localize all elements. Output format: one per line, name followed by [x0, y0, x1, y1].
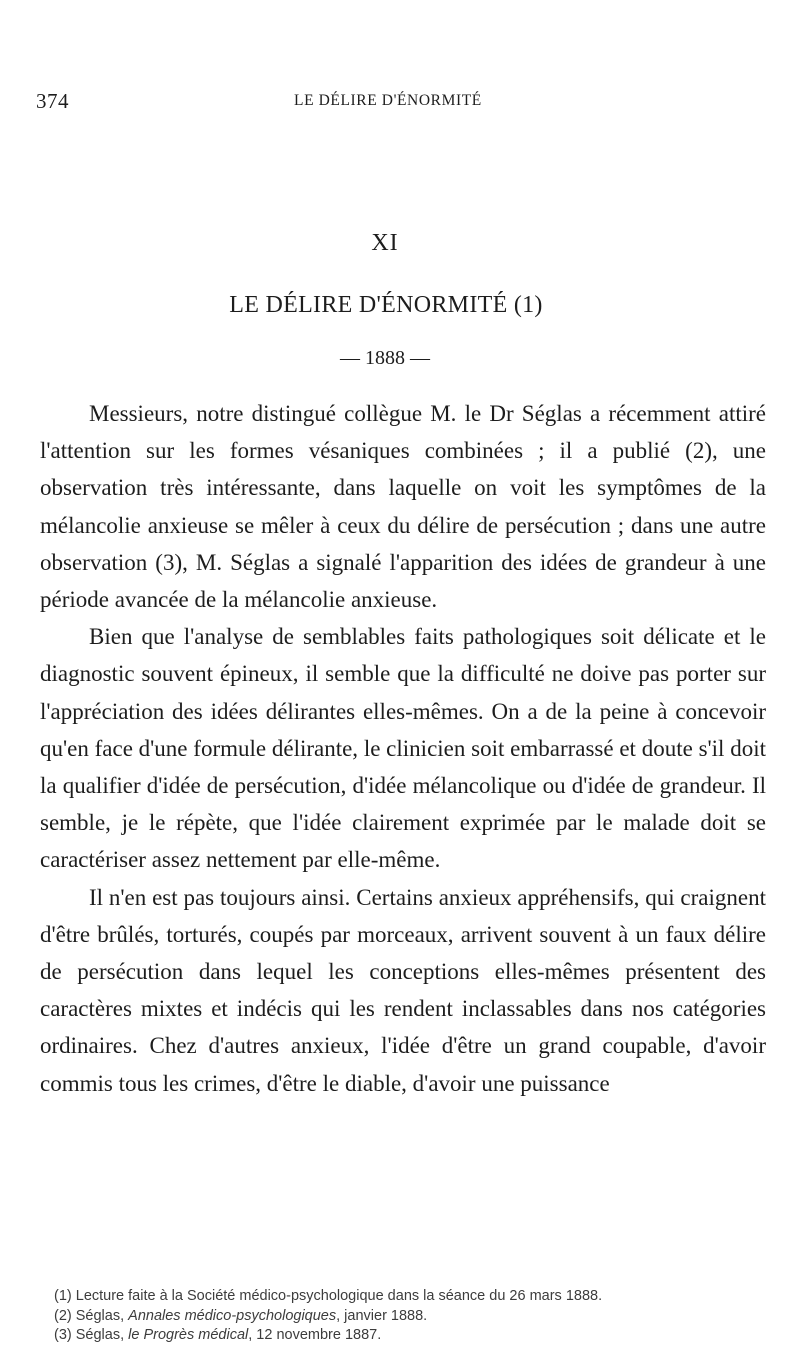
footnote-journal-title: Annales médico-psychologiques — [128, 1307, 337, 1324]
running-title: LE DÉLIRE D'ÉNORMITÉ — [294, 92, 482, 109]
paragraph: Il n'en est pas toujours ainsi. Certains anxieux appréhensifs, qui craignent d'être brûlés, torturés, coupés par morceaux, arrivent souvent à un faux délire de persécution dans lequel les conceptions elles-mêmes présentent des caractères mixtes et indécis qui les rendent inclassables dans nos catégories ordinaires. Chez d'autres anxieux, l'idée d'être un grand coupable, d'avoir commis tous les crimes, d'être le diable, d'avoir une puissance — [40, 884, 766, 1096]
footnote: (1) Lecture faite à la Société médico-psychologique dans la séance du 26 mars 1888. — [54, 1288, 603, 1304]
paragraph: Bien que l'analyse de semblables faits pathologiques soit délicate et le diagnostic souvent épineux, il semble que la difficulté ne doive pas porter sur l'appréciation des idées délirantes elles-mêmes. On a de la peine à concevoir qu'en face d'une formule délirante, le clinicien soit embarrassé et doute s'il doit la qualifier d'idée de persécution, d'idée mélancolique ou d'idée de grandeur. Il semble, je le répète, que l'idée clairement exprimée par le malade doit se caractériser assez nettement par elle-même. — [40, 624, 766, 873]
body-text — [40, 395, 766, 1102]
footnotes — [40, 1287, 766, 1346]
page-number: 374 — [36, 89, 69, 113]
chapter-title: LE DÉLIRE D'ÉNORMITÉ (1) — [229, 292, 543, 318]
footnote-prefix: (3) Séglas, — [54, 1327, 129, 1343]
chapter-year: — 1888 — — [340, 347, 430, 369]
chapter-number: XI — [371, 230, 399, 256]
footnote-suffix: , 12 novembre 1887. — [248, 1327, 382, 1343]
running-header — [36, 89, 766, 119]
footnote — [40, 1307, 766, 1327]
footnote-suffix: , janvier 1888. — [336, 1307, 428, 1324]
footnote-journal-title: le Progrès médical — [128, 1327, 249, 1343]
footnote — [40, 1326, 766, 1346]
footnote-prefix: (2) Séglas, — [54, 1307, 129, 1324]
paragraph: Messieurs, notre distingué collègue M. le Dr Séglas a récemment attiré l'attention sur les formes vésaniques combinées ; il a publié (2), une observation très intéressante, dans laquelle on voit les symptômes de la mélancolie anxieuse se mêler à ceux du délire de persécution ; dans une autre observation (3), M. Séglas a signalé l'apparition des idées de grandeur à une période avancée de la mélancolie anxieuse. — [40, 401, 766, 613]
